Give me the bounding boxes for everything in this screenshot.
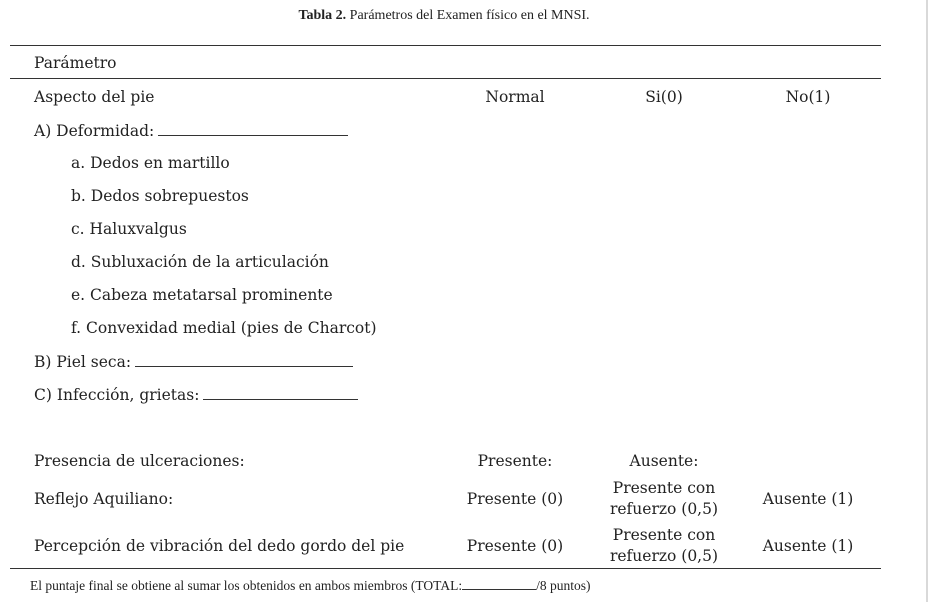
caption-label: Tabla 2.: [298, 8, 347, 23]
piel-seca-label: B) Piel seca:: [34, 353, 132, 371]
reflejo-refuerzo: Presente con refuerzo (0,5): [609, 479, 719, 518]
footnote-text-after: /8 puntos): [536, 578, 591, 593]
vibracion-label: Percepción de vibración del dedo gordo del pie: [34, 537, 405, 555]
infeccion-label: C) Infección, grietas:: [34, 386, 200, 404]
deformidad-item: d. Subluxación de la articulación: [71, 253, 329, 271]
deformidad-label: A) Deformidad:: [34, 122, 155, 140]
vibracion-presente: Presente (0): [466, 537, 564, 555]
deformidad-item: a. Dedos en martillo: [71, 154, 230, 172]
infeccion-blank: [203, 384, 358, 400]
footnote: [30, 577, 590, 594]
deformidad-item: c. Haluxvalgus: [71, 220, 187, 238]
deformidad-row: [34, 120, 348, 141]
ulceraciones-presente: Presente:: [477, 452, 553, 470]
ulceraciones-label: Presencia de ulceraciones:: [34, 452, 245, 470]
reflejo-ausente: Ausente (1): [762, 490, 854, 508]
table-caption: [0, 8, 888, 24]
header-rule: [10, 78, 881, 79]
reflejo-presente: Presente (0): [466, 490, 564, 508]
aspecto-label: Aspecto del pie: [34, 88, 155, 106]
header-parametro: Parámetro: [34, 54, 117, 72]
bottom-rule: [10, 568, 881, 569]
total-blank: [462, 577, 536, 590]
ulceraciones-ausente: Ausente:: [629, 452, 699, 470]
vibracion-refuerzo: Presente con refuerzo (0,5): [609, 526, 719, 565]
deformidad-item: e. Cabeza metatarsal prominente: [71, 286, 333, 304]
top-rule: [10, 45, 881, 46]
aspecto-normal: Normal: [485, 88, 545, 106]
aspecto-si: Si(0): [645, 88, 683, 106]
piel-seca-row: [34, 351, 353, 372]
deformidad-item: f. Convexidad medial (pies de Charcot): [71, 319, 377, 337]
vibracion-ausente: Ausente (1): [762, 537, 854, 555]
deformidad-item: b. Dedos sobrepuestos: [71, 187, 249, 205]
aspecto-no: No(1): [785, 88, 831, 106]
caption-text: Parámetros del Examen físico en el MNSI.: [346, 8, 590, 23]
deformidad-blank: [158, 120, 348, 136]
reflejo-label: Reflejo Aquiliano:: [34, 490, 174, 508]
piel-seca-blank: [135, 351, 353, 367]
footnote-text-before: El puntaje final se obtiene al sumar los obtenidos en ambos miembros (TOTAL:: [30, 578, 463, 593]
infeccion-row: [34, 384, 358, 405]
